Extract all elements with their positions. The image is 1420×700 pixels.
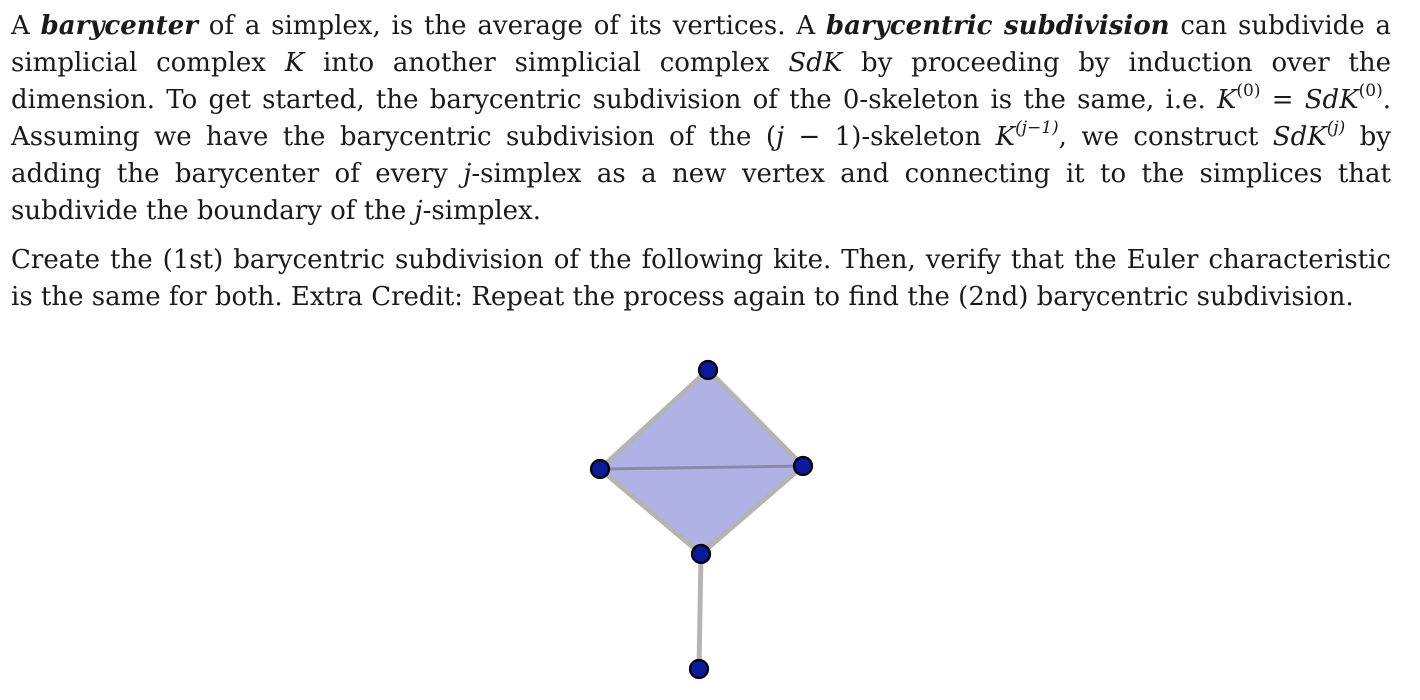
kite-edge bbox=[708, 370, 803, 466]
text-run: -simplex. bbox=[422, 196, 541, 226]
text-run: -simplex as a new vertex and connecting it to the simplices that subdivide the boundary of the bbox=[11, 159, 1391, 226]
text-run: by adding the barycenter of every bbox=[11, 122, 1391, 189]
kite-edge bbox=[600, 370, 708, 469]
superscript-0: (0) bbox=[1236, 81, 1261, 101]
math-j: j bbox=[463, 159, 472, 189]
kite-tail-edge bbox=[699, 554, 701, 669]
math-K: K bbox=[284, 48, 305, 78]
paragraph-barycenter-definition bbox=[11, 8, 1391, 230]
math-K-0: K bbox=[1216, 85, 1237, 115]
math-equals: = bbox=[1260, 85, 1305, 115]
kite-triangle-lower bbox=[600, 466, 803, 554]
superscript-j: (j) bbox=[1326, 118, 1346, 138]
superscript-j-minus-1: (j−1) bbox=[1015, 118, 1059, 138]
paragraph-exercise-instructions: Create the (1st) barycentric subdivision of the following kite. Then, verify that the Euler characteristic is the same for both. Extra Credit: Repeat the process again to find the (2nd) barycentric subdivision. bbox=[11, 245, 1391, 312]
term-barycenter: barycenter bbox=[40, 11, 198, 41]
text-run: , we construct bbox=[1058, 122, 1273, 152]
vertex-right bbox=[794, 457, 812, 475]
kite-edge bbox=[600, 469, 701, 554]
vertex-bottom bbox=[692, 545, 710, 563]
vertex-left bbox=[591, 460, 609, 478]
math-j: j bbox=[414, 196, 423, 226]
vertex-tail bbox=[690, 660, 708, 678]
kite-edge bbox=[701, 466, 803, 554]
math-SdK-0: SdK bbox=[1304, 85, 1359, 115]
kite-diagonal-edge bbox=[600, 466, 803, 469]
text-run: A bbox=[11, 11, 41, 41]
kite-triangle-upper bbox=[600, 370, 803, 469]
text-run: can subdivide a simplicial complex bbox=[11, 11, 1392, 78]
text-run: into another simplicial complex bbox=[304, 48, 789, 78]
math-j: j bbox=[775, 122, 785, 152]
document-body bbox=[11, 8, 1391, 316]
term-barycentric-subdivision: barycentric subdivision bbox=[825, 11, 1170, 41]
text-run: of a simplex, is the average of its vertices. A bbox=[197, 11, 826, 41]
math-SdK-j: SdK bbox=[1272, 122, 1327, 152]
text-run: by proceeding by induction over the dimension. To get started, the barycentric subdivision of the 0-skeleton is the same, i.e. bbox=[11, 48, 1391, 115]
superscript-0: (0) bbox=[1358, 81, 1383, 101]
math-K-j-minus-1: K bbox=[995, 122, 1016, 152]
math-SdK: SdK bbox=[788, 48, 843, 78]
vertex-top bbox=[699, 361, 717, 379]
text-run: . Assuming we have the barycentric subdivision of the ( bbox=[11, 85, 1391, 152]
text-run: − 1)-skeleton bbox=[784, 122, 996, 152]
